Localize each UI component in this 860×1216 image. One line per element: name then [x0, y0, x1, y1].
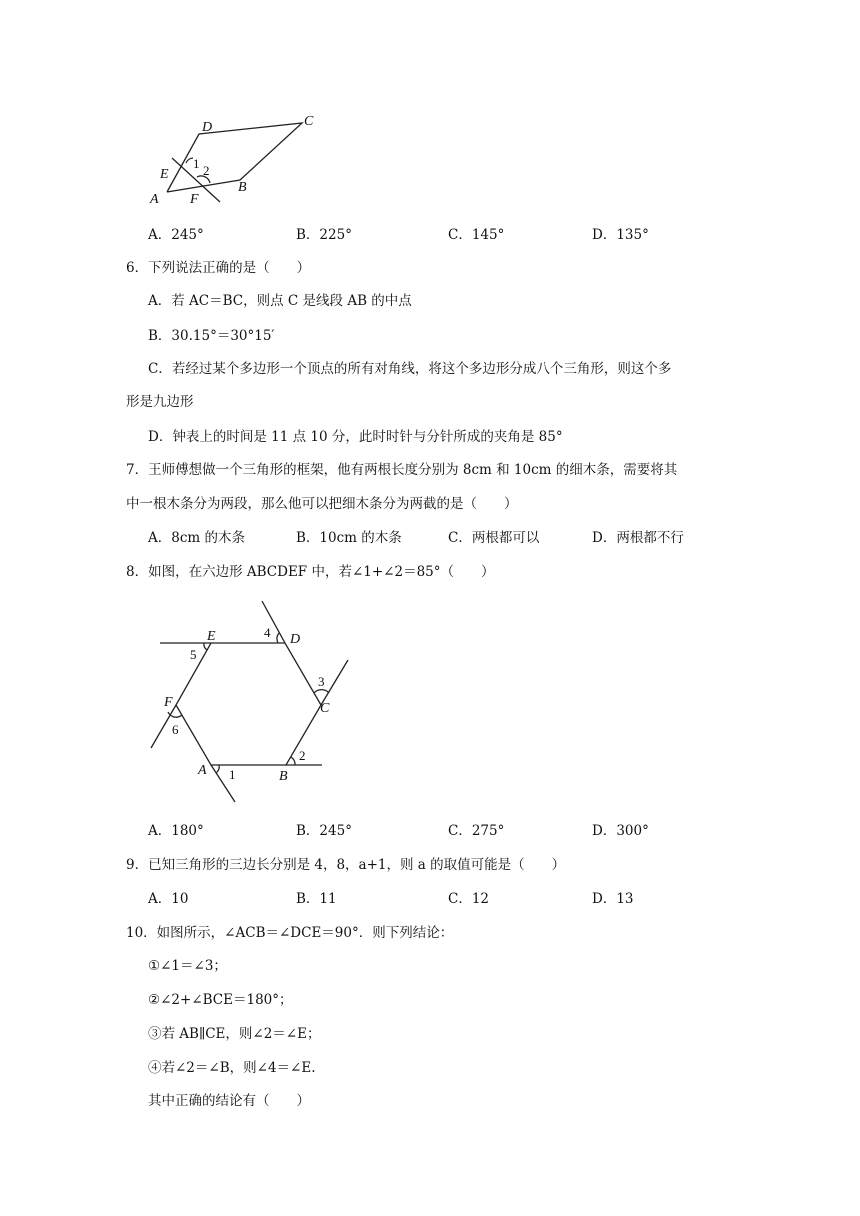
q8-option-a: A．180° [148, 823, 204, 839]
q8-option-b: B．245° [296, 823, 352, 839]
parallelogram-edges [167, 123, 302, 192]
q7-option-d: D．两根都不行 [592, 530, 684, 546]
q10-item-2: ②∠2+∠BCE＝180°； [148, 992, 293, 1008]
label-A: A [150, 192, 159, 207]
label-F: F [164, 695, 173, 710]
angle-4-arc [277, 633, 279, 643]
q5-option-c: C．145° [448, 227, 505, 243]
q9-stem: 9．已知三角形的三边长分别是 4，8，a+1，则 a 的取值可能是（ ） [126, 857, 566, 873]
q10-tail: 其中正确的结论有（ ） [148, 1093, 310, 1109]
hexagon-edges [176, 643, 321, 765]
angle-5-arc [204, 643, 207, 650]
q6-stem: 6．下列说法正确的是（ ） [126, 260, 311, 276]
q9-option-c: C．12 [448, 891, 490, 907]
label-D: D [202, 120, 213, 135]
q6-option-b: B．30.15°＝30°15′ [148, 328, 275, 344]
q7-stem-line2: 中一根木条分为两段，那么他可以把细木条分为两截的是（ ） [126, 496, 518, 512]
q6-option-d: D．钟表上的时间是 11 点 10 分，此时时针与分针所成的夹角是 85° [148, 429, 563, 445]
q8-stem: 8．如图，在六边形 ABCDEF 中，若∠1+∠2＝85°（ ） [126, 564, 495, 580]
label-angle-2: 2 [299, 748, 306, 763]
label-F: F [190, 192, 199, 207]
q7-option-b: B．10cm 的木条 [296, 530, 402, 546]
label-angle-6: 6 [172, 722, 179, 737]
figure-q5-parallelogram [140, 105, 330, 215]
line-through-C [321, 660, 348, 705]
label-A: A [198, 763, 207, 778]
q9-option-b: B．11 [296, 891, 337, 907]
angle-1-arc [186, 158, 193, 163]
q9-option-d: D．13 [592, 891, 634, 907]
label-angle-3: 3 [318, 674, 325, 689]
label-E: E [160, 167, 169, 182]
label-E: E [207, 629, 216, 644]
label-angle-4: 4 [264, 625, 271, 640]
q10-stem: 10．如图所示，∠ACB＝∠DCE＝90°．则下列结论： [126, 925, 454, 941]
q9-option-a: A．10 [148, 891, 189, 907]
angle-3-arc [314, 690, 329, 693]
q6-option-a: A．若 AC＝BC，则点 C 是线段 AB 的中点 [148, 293, 412, 309]
label-angle-1: 1 [193, 156, 200, 171]
q8-option-c: C．275° [448, 823, 505, 839]
q10-item-3: ③若 AB∥CE，则∠2＝∠E； [148, 1026, 321, 1042]
angle-1-arc [216, 765, 219, 773]
q10-item-4: ④若∠2＝∠B，则∠4＝∠E. [148, 1060, 316, 1076]
label-D: D [290, 632, 301, 647]
label-B: B [279, 769, 288, 784]
label-C: C [304, 114, 314, 129]
q7-option-a: A．8cm 的木条 [148, 530, 245, 546]
q5-option-d: D．135° [592, 227, 649, 243]
q5-option-b: B．225° [296, 227, 352, 243]
label-B: B [238, 180, 247, 195]
q6-option-c-line1: C．若经过某个多边形一个顶点的所有对角线，将这个多边形分成八个三角形，则这个多 [148, 361, 672, 377]
angle-2-arc [291, 757, 295, 765]
figure-q8-hexagon [145, 595, 360, 805]
q8-option-d: D．300° [592, 823, 649, 839]
label-angle-1: 1 [229, 767, 236, 782]
label-angle-2: 2 [203, 163, 210, 178]
q5-option-a: A．245° [148, 227, 204, 243]
q7-stem-line1: 7．王师傅想做一个三角形的框架，他有两根长度分别为 8cm 和 10cm 的细木条，需要将其 [126, 462, 678, 478]
q7-option-c: C．两根都可以 [448, 530, 540, 546]
label-C: C [320, 701, 330, 716]
q6-option-c-line2: 形是九边形 [126, 394, 194, 410]
label-angle-5: 5 [190, 647, 197, 662]
q10-item-1: ①∠1＝∠3； [148, 958, 227, 974]
